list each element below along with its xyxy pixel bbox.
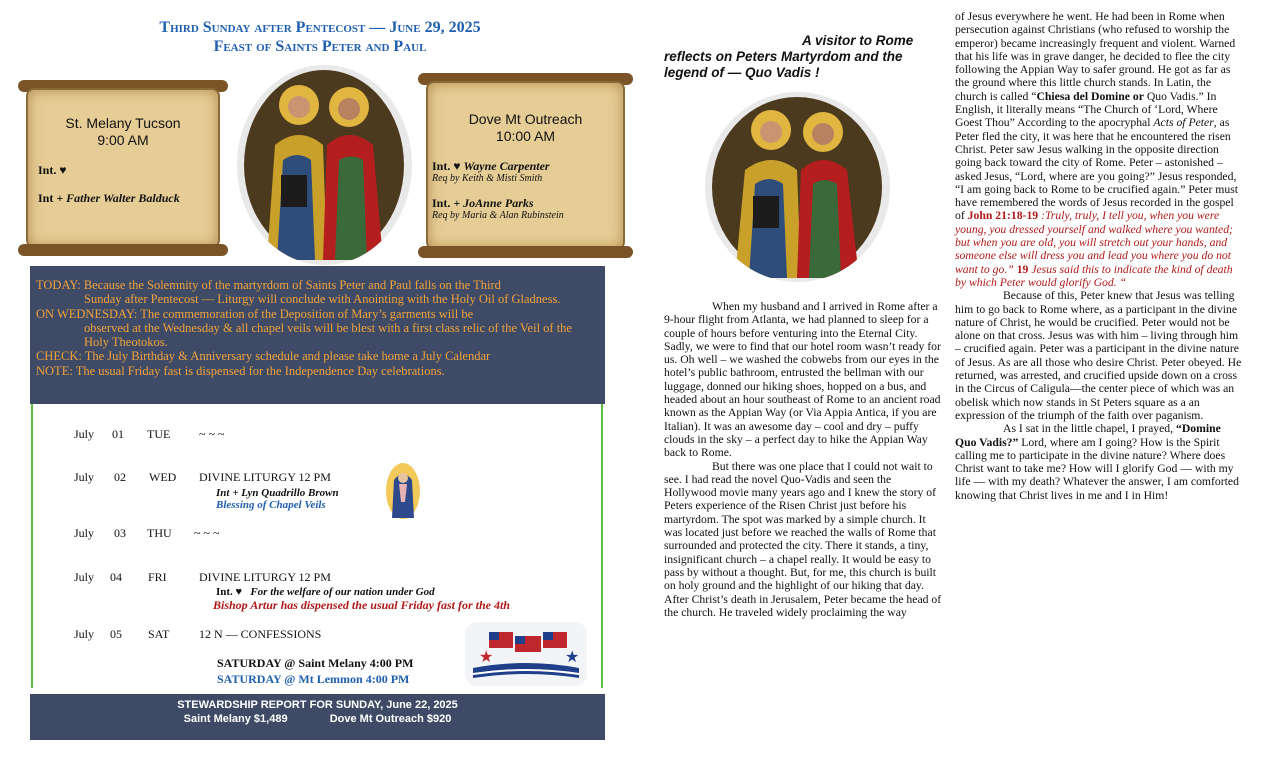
fri-intention: Int. ♥ For the welfare of our nation under God bbox=[216, 586, 435, 598]
notice-note: NOTE: The usual Friday fast is dispensed for the Independence Day celebrations. bbox=[36, 363, 445, 378]
scroll-parchment bbox=[426, 81, 625, 250]
calendar-border-left bbox=[31, 404, 33, 688]
saints-peter-paul-icon bbox=[705, 92, 890, 282]
scroll-rod bbox=[418, 246, 633, 258]
svg-text:★: ★ bbox=[479, 649, 494, 666]
scroll-rod bbox=[18, 244, 228, 256]
intention-requester: Req by Maria & Alan Rubinstein bbox=[432, 210, 564, 221]
scroll-parchment bbox=[26, 88, 220, 248]
calendar-border-right bbox=[601, 404, 603, 688]
intention-1 bbox=[38, 163, 218, 177]
scroll-time: 10:00 AM bbox=[495, 128, 556, 144]
article-paragraph: But there was one place that I could not wait to see. I had read the novel Quo-Vadis and seen the Hollywood movie many years ago and I knew the story of Peters experience of the Risen Christ just before his martyrdom. The spot was marked by a simple church. It was located just before we reached the walls of Rome that surrounded and protected the city. There it stands, a tiny, insignificant church – a chapel really. It would be easy to pass by without a thought. But, for me, this church is built on holy ground and the highlight of our hiking that day. After Christ’s death in Jerusalem, Peter became the head of the church. He traveled widely proclaiming the way bbox=[664, 459, 942, 619]
mass-scroll-right bbox=[418, 73, 633, 258]
mass-scroll-left bbox=[18, 80, 228, 256]
stewardship-totals: Saint Melany $1,489 Dove Mt Outreach $920 bbox=[183, 713, 452, 725]
stewardship-title: STEWARDSHIP REPORT FOR SUNDAY, June 22, 2025 bbox=[177, 699, 458, 711]
intention-1 bbox=[432, 159, 623, 173]
article-column-1 bbox=[664, 300, 944, 619]
article-paragraph: As I sat in the little chapel, I prayed, “Domine Quo Vadis?” Lord, where am I going? How is the Spirit calling me to participate in the divine nature? Where does Christ want to take me? How will I glorify God — with my life — with my death? Whatever the answer, I am comforted knowing that Christ lives in me and I in Him! bbox=[955, 422, 1239, 502]
intention-label: Int. ♥ bbox=[38, 163, 67, 177]
intention-label: Int bbox=[38, 191, 54, 205]
feast-title: Feast of Saints Peter and Paul bbox=[213, 38, 427, 55]
announcements-box: TODAY: Because the Solemnity of the martyrdom of Saints Peter and Paul falls on the Third Sunday after Pentecost — Liturgy will conclude with Anointing with the Holy Oil of Gladness. ON WEDNESDAY: The commemoration of the Deposition of Mary’s garments will be observed at the Wednesday & all chapel veils will be blest with a first class relic of the Veil of the Holy Theotokos. CHECK: The July Birthday & Anniversary schedule and please take home a July Calendar NOTE: The usual Friday fast is dispensed for the Independence Day celebrations. bbox=[30, 266, 605, 404]
intention-name: Wayne Carpenter bbox=[463, 159, 550, 173]
intention-name: + JoAnne Parks bbox=[453, 196, 534, 210]
article-paragraph: When my husband and I arrived in Rome after a 9-hour flight from Atlanta, we had planned to sleep for a couple of hours before venturing into the Eternal City. Sadly, we were to find that our hotel room wasn’t ready for us. Oh well – we washed the cobwebs from our eyes in the hotel’s public bathroom, entrusted the bellman with our luggage, donned our hiking shoes, hopped on a bus, and headed about an hour southeast of Rome to an ancient road known as the Appian Way (or Via Appia Antica, if you are Italian). It was an awesome day – cool and dry – puffy clouds in the sky – a perfect day to hike the Appian Way back to Rome. bbox=[664, 300, 941, 460]
scroll-church: St. Melany Tucson bbox=[65, 115, 181, 131]
article-paragraph: of Jesus everywhere he went. He had been in Rome when persecution against Christians (who refused to worship the emperor) became increasingly frequent and violent. Warned that his life was in grave danger, he decided to flee the city following the Appian Way to safer ground. He got as far as the ground where this little church stands. In Latin, the church is called “Chiesa del Domine or Quo Vadis.” In English, it literally means “The Church of ‘Lord, Where Goest Thou” According to the apocryphal Acts of Peter, as Peter fled the city, it was here that he encountered the risen Christ. Peter saw Jesus walking in the opposite direction going back toward the city of Rome. Peter – astonished – asked Jesus, “Lord, where are you going?” Jesus responded, “I am going back to Rome to be crucified again.” Peter must have remembered the words of Jesus recorded in the gospel of John 21:18-19 :Truly, truly, I tell you, when you were young, you dressed yourself and walked where you wanted; but when you are old, you will stretch out your hands, and someone else will dress you and lead you where you do not want to go.” 19 Jesus said this to indicate the kind of death by which Peter would glorify God. “ bbox=[955, 10, 1239, 289]
intention-name: + Father Walter Balduck bbox=[56, 191, 180, 205]
article-paragraph: Because of this, Peter knew that Jesus was telling him to go back to Rome where, as a participant in the divine nature of Christ, he would be crucified. Peter would not be alone on that cross. Jesus was with him – living through him – crucified again. Peter was a participant in the divine nature of Jesus. As are all those who desire Christ. Peter obeyed. He returned, was arrested, and crucified upside down on a cross in the Circus of Caligula—the center piece of which was an obelisk which now stands in St Peters square as a an expression of the triumph of the faith over paganism. bbox=[955, 289, 1242, 422]
bulletin-title: Third Sunday after Pentecost — June 29, 2025 bbox=[159, 19, 481, 36]
scroll-church: Dove Mt Outreach bbox=[468, 111, 583, 127]
wed-blessing: Blessing of Chapel Veils bbox=[216, 499, 326, 511]
theotokos-icon bbox=[385, 462, 421, 520]
scroll-time: 9:00 AM bbox=[97, 132, 149, 148]
intention-2 bbox=[432, 196, 623, 210]
notice-today: TODAY: Because the Solemnity of the martyrdom of Saints Peter and Paul falls on the Third bbox=[36, 278, 501, 292]
svg-text:★: ★ bbox=[565, 649, 580, 666]
saints-peter-paul-icon bbox=[237, 65, 412, 265]
scripture-quote: :Truly, truly, I tell you, when you were young, you dressed yourself and walked where you wanted; but when you are old, you will stretch out your hands, and someone else will dress you and lead you where you do not want to go.” bbox=[955, 209, 1233, 276]
intention-2 bbox=[38, 191, 218, 205]
article-column-2 bbox=[955, 10, 1245, 502]
stewardship-report bbox=[30, 694, 605, 740]
fast-dispensation-note: Bishop Artur has dispensed the usual Friday fast for the 4th bbox=[213, 598, 510, 612]
notice-wednesday: ON WEDNESDAY: The commemoration of the Deposition of Mary’s garments will be bbox=[36, 306, 474, 321]
intention-label: Int. ♥ bbox=[432, 159, 461, 173]
article-heading: A visitor to Rome reflects on Peters Martyrdom and the legend of — Quo Vadis ! bbox=[664, 33, 914, 80]
scripture-reference: John 21:18-19 bbox=[967, 209, 1039, 223]
intention-label: Int. bbox=[432, 196, 451, 210]
wed-intention: Int + Lyn Quadrillo Brown bbox=[216, 487, 339, 499]
intention-requester: Req by Keith & Misti Smith bbox=[432, 173, 543, 184]
saturday-mass-lemmon: SATURDAY @ Mt Lemmon 4:00 PM bbox=[217, 672, 410, 686]
saturday-mass-melany: SATURDAY @ Saint Melany 4:00 PM bbox=[217, 656, 414, 670]
notice-check: CHECK: The July Birthday & Anniversary schedule and please take home a July Calendar bbox=[36, 349, 491, 364]
flags-icon bbox=[465, 622, 587, 686]
